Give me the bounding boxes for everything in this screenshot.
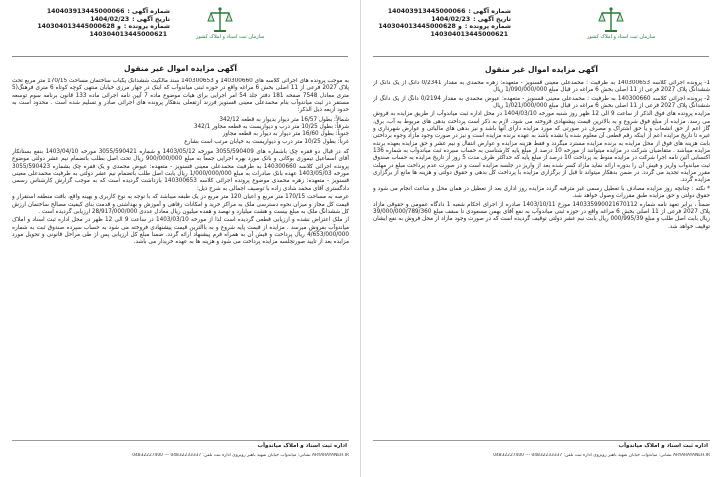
body-paragraph: 2- پرونده اجرائی کلاسه 140300660 به طرفیت : محمدعلی معینی قسنویز - متعهده: عیوض محمدی به مقدار 0/2194 دانگ از یک دانگ از ششدانگ پلاک 2027 فرعی از 11 اصلی بخش 6 مراغه در قبال مبلغ 1/021/000/000 ریال xyxy=(373,95,710,110)
notice-title: آگهی مزایده اموال غیر منقول xyxy=(485,65,598,74)
body-paragraph: ضمناً ، برابر تعهد نامه شماره 140335990021670112 مورخ 1403/10/11 صادره از اجرای احکام شعبه 1 دادگاه عمومی و حقوقی مازاد پلاک 2027 فرعی از 11 اصلی بخش 6 مراغه واقع در حوزه ثبتی میاندوآب به نفع آقای بهمن مسعودی تا سقف مبلغ 39/000/000/789/360 ریال بابت اصل طلب و مبلغ 000/995/39 ریال بابت نیم عشر دولتی توقیف گردیده است که در صورت وجود مازاد از محل فروش به نفع ایشان توقیف خواهد شد. xyxy=(373,201,710,230)
meta-label: شماره پرونده : xyxy=(464,23,511,31)
registry-emblem xyxy=(196,6,265,52)
contact-address: ARYARAYANEH.IR نشانی: میاندوآب خیابان شهید باهنر روبروی اداره ثبت تلفن: 04832233337 --- 04832227400 xyxy=(132,453,349,458)
meta-value: 140304013445000621 xyxy=(89,30,167,38)
contact-address: ARYARAYANEH.IR نشانی: میاندوآب خیابان شهید باهنر روبروی اداره ثبت تلفن: 04832233337 --- 04832227400 xyxy=(493,453,710,458)
meta-label: شماره پرونده : xyxy=(123,23,170,31)
meta-value: 1404/02/23 xyxy=(431,15,471,23)
meta-value: 140403913445000066 xyxy=(387,8,466,15)
meta-notice-number xyxy=(371,8,511,16)
page-header xyxy=(361,4,722,58)
meta-value: 140403913445000066 xyxy=(46,8,125,15)
footer-divider xyxy=(373,440,710,441)
meta-label: شماره آگهی : xyxy=(468,8,511,15)
page-header xyxy=(0,4,361,58)
body-paragraph: از ملک اعتراض نشده و ارزیابی قطعی گردیده است لذا از مورخه 1403/03/10 در ساعت 9 الی 12 ظهر در محل اداره ثبت اسناد و املاک میاندوآب بفروش میرسد . مزایده از قیمت پایه شروع و به باالترین قیمت پیشنهادی فروخته می شود به حساب سپرده صندوق ثبت به شماره 4/653/000/000 ریال پرداخت و فیش آن به همراه فرم پیشنهاد ارائه گردد. ضمنا مبلغ کل ارزیابی پس از طی مراحل قانونی و تحویل مورد مزایده بعد از تایید صورتجلسه مزایده پرداخت می شود و هزینه ها به عهده خریدار می باشد. xyxy=(12,217,349,246)
registry-emblem xyxy=(587,6,656,52)
meta-notice-number xyxy=(30,8,170,16)
meta-case-number-2 xyxy=(371,31,511,39)
body-paragraph: * نکته : چنانچه روز مزایده مصادف با تعطیل رسمی غیر مترقبه گردد مزایده روز اداری بعد از تعطیل در همان محل و ساعت انجام می شود و حقوق دولتی و حق مزایده طبق مقررات وصول خواهد شد. xyxy=(373,185,710,200)
scales-of-justice-icon xyxy=(207,6,233,34)
notice-title: آگهی مزایده اموال غیر منقول xyxy=(124,64,237,73)
meta-notice-date xyxy=(371,16,511,24)
body-paragraph: که در قبال دو فقره چک باشماره های 3055/590409 مورخه 1403/05/12 و شماره 3055/590421 مورخه 1403/04/10 بنفع بستانکار آقای اسماعیل تیموری بوکانی و بانک مورد بهره اجرایی جمعاً به مبلغ 900/000/000 ریال تحت اصل بطلب باتضمام نیم عشر دولتی موضوع پرونده اجرائی کلاسه 140300660 به طرفیت محمدعلی معینی قسنویز - متعهده: عیوض محمدی و یک فقره چک بشماره 3055/590423 مورخه 1403/05/03 عهده بانک صادرات به مبلغ 1/000/000/000 ریال بابت اصل طلب باتضمام نیم عشر دولتی به طرفیت محمدعلی معینی قسنویز - متعهده: زهره محمدی موضوع پرونده اجرائی کلاسه 140300653 بازداشت گردیده است که به موجب گزارش کارشناس رسمی دادگستری آقای محمد شادی زاده با توصیف اجمالی به شرح ذیل: xyxy=(12,149,349,192)
scales-of-justice-icon xyxy=(598,6,624,34)
property-bounds xyxy=(12,117,349,146)
bound-south: جنوباً: بطول 16/60 متر دیوار به دیوار به قطعه مجاور xyxy=(222,131,349,138)
meta-case-number-2 xyxy=(30,31,170,39)
header-divider xyxy=(12,56,348,57)
bound-north: شمالاً: بطول 16/57 متر دیوار بدیوار به قطعه 342/12 xyxy=(219,116,349,123)
page-footer xyxy=(0,440,361,468)
notice-page-right xyxy=(361,0,722,477)
body-paragraph: عرصه به مساحت 170/15 متر مربع و اعیان 120 متر مربع در یک طبقه میباشد که با توجه به نوع کاربری و بهینه واقع، بافت منطقه استقرار و قیمت کل مجاز و میزان نحوه دسترسی ملک به مراکز خرید و امکانات رفاهی و آموزش و بهداشتی و قدمت بنای کیفیت مصالح ساختمان ارزش کل ششدانگ ملک به مبلغ بیست و هشت میلیارد و نهصد و هفده میلیون ریال معادل عددی 28/917/000/000 ارزیابی گردیده است . xyxy=(12,194,349,215)
meta-case-number xyxy=(30,23,170,31)
footer-divider xyxy=(12,440,349,441)
meta-value: 1404/02/23 xyxy=(90,15,130,23)
meta-case-number xyxy=(371,23,511,31)
signer: اداره ثبت اسناد و املاک میاندوآب xyxy=(618,443,708,449)
meta-notice-date xyxy=(30,16,170,24)
bound-west: غرباً: بطول 10/25 متر درب و دیواریست به خیابان مرتب است بشارع xyxy=(184,138,349,145)
notice-meta xyxy=(371,8,511,38)
signer: اداره ثبت اسناد و املاک میاندوآب xyxy=(257,443,347,449)
body-paragraph: مزایده پرونده های فوق الذکر از ساعت 9 الی 12 ظهر روز شنبه مورخه 1404/03/10 در محل اداره ثبت میاندوآب از طریق مزایده به فروش می رسد. مزایده از مبلغ فوق شروع و به بالاترین قیمت پیشنهادی فروخته می شود. لازم به ذکر است پرداخت بدهی های مربوط به آب، برق، گاز اعم از حق انشعاب و یا حق اشتراک و مصرف در صورتی که مورد مزایده دارای آنها باشد و نیز بدهی های مالیاتی و عوارض شهرداری و غیره تا تاریخ مزایده اعم از اینکه رقم قطعی آن معلوم شده یا نشده باشد به عهده برنده مزایده است و نیز در صورت وجود مازاد وجوه برداختی بابت هزینه های فوق از محل مزایده به برنده مزایده مسترد میگردد و فقط هزینه مزایده و عوارض انتقال و نیم عشر و حق مزایده بعهده برنده مزایده میباشد . متقاضیان شرکت در مزایده میتوانند از مورخه 10 درصد از مبلغ پایه کارشناسی به حساب سپرده ثبت میاندوآب به شماره 136 اکتسابی آئین نامه اجرا شرکت در مزایده منوط به پرداخت 10 درصد از مبلغ پایه که حداکثر ظرف مدت 5 روز از تاریخ مزایده به حساب صندوق ثبت میاندوآب واریز و فیش آن را بدوره ارائه نماید مازاد کسر شده بعد از واریز در جلسه مزایده است و در صورت عدم پرداخت مبلغ در مهلت مقرر مزایده تجدید می گردد. در ضمن بدهکار میتواند تا قبل از برگزاری مزایده با پرداخت کل بدهی و حقوق دولتی و هزینه ها مانع از برگزاری مزایده گردد. xyxy=(373,111,710,184)
bound-east: شرقاً: بطول 10/25 متر درب و دیواریست به قطعه مجاور 342/1 xyxy=(193,124,349,131)
notice-body xyxy=(373,80,710,420)
meta-value: 140304013445000628 و xyxy=(378,23,462,31)
emblem-caption: سازمان ثبت اسناد و املاک کشور xyxy=(587,34,656,40)
meta-label: تاریخ آگهی : xyxy=(473,15,511,23)
meta-label: شماره آگهی : xyxy=(127,8,170,15)
page-footer xyxy=(361,440,722,468)
notice-meta xyxy=(30,8,170,38)
meta-value: 140304013445000628 و xyxy=(37,23,121,31)
header-divider xyxy=(373,56,709,57)
meta-value: 140304013445000621 xyxy=(430,30,508,38)
meta-label: تاریخ آگهی : xyxy=(132,15,170,23)
body-paragraph: به موجب پرونده های اجرائی کلاسه های 140300660 و 140300653 سند مالکیت ششدانگ یکباب ساختمان مساحت 170/15 متر مربع تحت پلاک 2027 فرعی از 11 اصلی بخش 6 مراغه واقع در حوزه ثبتی میاندوآب که اینک در جهار مرزی خیابان منتهی کوچه کوتاه 6 متری فرهنگ(5 متری معادل 7548 صفحه 181 دفتر جلد 54 امر اجرایی برای هیات موضوع ماده 7 آیین نامه اجرائی ماده 133 قانون برنامه سوم توسعه مستقر در ثبت میاندوآب بنام محمدعلی معینی قسنویز فرزند ارتقعلی بدهکار پرونده های اجرائی صادر و تسلیم شده است . محدود است به حدود اربعه ذیل الذکر: xyxy=(12,78,349,114)
notice-body xyxy=(12,78,349,413)
body-paragraph: 1- پرونده اجرائی کلاسه 140300653 به طرفیت : محمدعلی معینی قسنویز - متعهده: زهره محمدی به مقدار 0/2341 دانگ از یک دانگ از ششدانگ پلاک 2027 فرعی از 11 اصلی بخش 6 مراغه در قبال مبلغ 1/090/000/000 ریال xyxy=(373,80,710,94)
emblem-caption: سازمان ثبت اسناد و املاک کشور xyxy=(196,34,265,40)
